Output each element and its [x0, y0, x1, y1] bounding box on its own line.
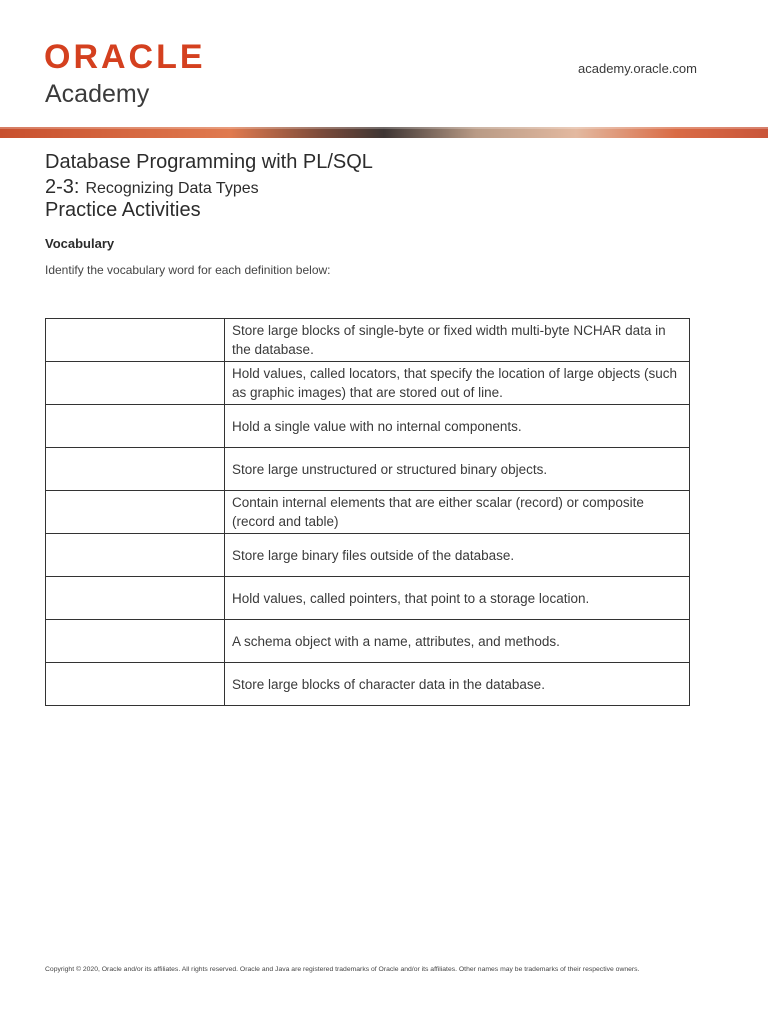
table-row — [46, 577, 690, 620]
definition-cell: Hold values, called pointers, that point to a storage location. — [225, 577, 690, 620]
table-row — [46, 362, 690, 405]
table-row — [46, 491, 690, 534]
oracle-logo: ORACLE — [44, 38, 206, 76]
table-row — [46, 663, 690, 706]
term-input-cell[interactable] — [46, 319, 225, 362]
term-input-cell[interactable] — [46, 577, 225, 620]
activity-heading: Practice Activities — [45, 199, 201, 221]
definition-cell: Store large unstructured or structured binary objects. — [225, 448, 690, 491]
term-input-cell[interactable] — [46, 448, 225, 491]
decorative-banner — [0, 127, 768, 138]
term-input-cell[interactable] — [46, 663, 225, 706]
definition-cell: Store large binary files outside of the database. — [225, 534, 690, 577]
term-input-cell[interactable] — [46, 534, 225, 577]
copyright-notice: Copyright © 2020, Oracle and/or its affiliates. All rights reserved. Oracle and Java are registered trademarks of Oracle and/or its affiliates. Other names may be trademarks of their respective owners. — [45, 966, 640, 973]
table-row — [46, 405, 690, 448]
website-link[interactable]: academy.oracle.com — [578, 61, 697, 76]
definition-cell: Hold values, called locators, that specify the location of large objects (such as graphic images) that are stored out of line. — [225, 362, 690, 405]
definition-cell: Store large blocks of single-byte or fixed width multi-byte NCHAR data in the database. — [225, 319, 690, 362]
term-input-cell[interactable] — [46, 362, 225, 405]
definition-cell: Store large blocks of character data in the database. — [225, 663, 690, 706]
section-heading: Vocabulary — [45, 236, 115, 251]
lesson-title: Recognizing Data Types — [85, 180, 259, 197]
academy-logo-text: Academy — [45, 80, 150, 108]
lesson-number: 2-3: — [45, 176, 80, 198]
definition-cell: Hold a single value with no internal components. — [225, 405, 690, 448]
course-title: Database Programming with PL/SQL — [45, 151, 373, 173]
term-input-cell[interactable] — [46, 405, 225, 448]
definition-cell: Contain internal elements that are either scalar (record) or composite (record and table) — [225, 491, 690, 534]
term-input-cell[interactable] — [46, 620, 225, 663]
definition-cell: A schema object with a name, attributes, and methods. — [225, 620, 690, 663]
table-row — [46, 319, 690, 362]
instruction-text: Identify the vocabulary word for each definition below: — [45, 263, 331, 277]
table-row — [46, 620, 690, 663]
term-input-cell[interactable] — [46, 491, 225, 534]
table-row — [46, 534, 690, 577]
table-row — [46, 448, 690, 491]
vocabulary-table — [45, 318, 690, 706]
